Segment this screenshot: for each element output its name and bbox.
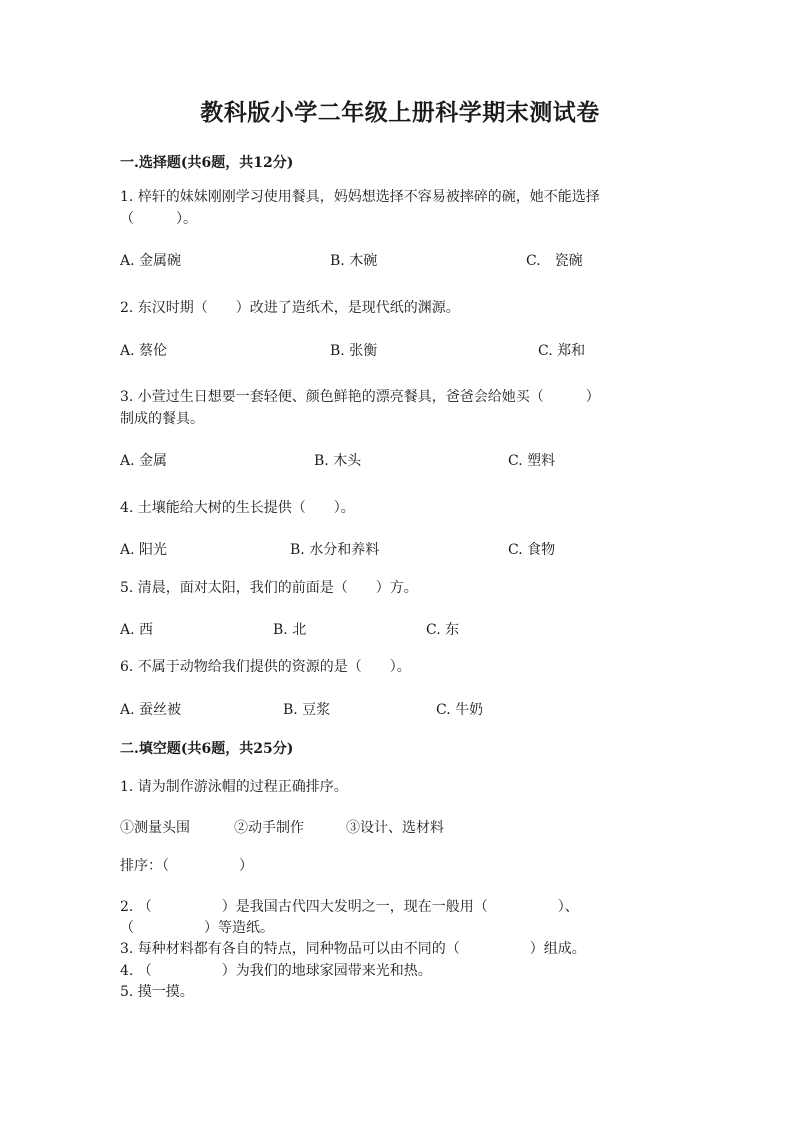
fill-question-3: 3. 每种材料都有各自的特点，同种物品可以由不同的（ ）组成。 [120, 941, 586, 957]
question-5-line-1: 5. 清晨，面对太阳，我们的前面是（ ）方。 [120, 580, 418, 596]
question-3-line-1: 3. 小萱过生日想要一套轻便、颜色鲜艳的漂亮餐具，爸爸会给她买（ ） [120, 389, 600, 405]
question-2-option-b: B. 张衡 [330, 343, 378, 359]
question-2-line-1: 2. 东汉时期（ ）改进了造纸术，是现代纸的渊源。 [120, 300, 460, 316]
question-1-option-b: B. 木碗 [330, 253, 378, 269]
fill-question-4: 4. （ ）为我们的地球家园带来光和热。 [120, 963, 432, 979]
question-1-option-a: A. 金属碗 [120, 253, 182, 269]
question-5-option-a: A. 西 [120, 622, 154, 638]
question-2-option-a: A. 蔡伦 [120, 343, 168, 359]
fill-question-2-line-2: （ ）等造纸。 [120, 920, 274, 936]
question-3-option-a: A. 金属 [120, 453, 168, 469]
question-1-line-2: （ ）。 [120, 211, 197, 227]
question-3-line-2: 制成的餐具。 [120, 411, 204, 427]
fill-question-2-line-1: 2. （ ）是我国古代四大发明之一，现在一般用（ ）、 [120, 899, 579, 915]
question-2-option-c: C. 郑和 [538, 343, 586, 359]
fill-question-1-step-3: ③设计、选材料 [346, 820, 444, 836]
section-heading-fill-in: 二.填空题(共6题，共25分) [120, 741, 294, 757]
question-3-option-b: B. 木头 [314, 453, 362, 469]
page-title: 教科版小学二年级上册科学期末测试卷 [200, 99, 600, 126]
question-6-option-c: C. 牛奶 [436, 702, 484, 718]
question-4-option-c: C. 食物 [508, 542, 556, 558]
fill-question-1-line-1: 1. 请为制作游泳帽的过程正确排序。 [120, 779, 348, 795]
question-5-option-c: C. 东 [426, 622, 460, 638]
fill-question-1-answer: 排序：（ ） [120, 858, 253, 874]
fill-question-1-step-2: ②动手制作 [234, 820, 304, 836]
question-1-option-c: C. 瓷碗 [526, 253, 583, 269]
question-4-option-b: B. 水分和养料 [290, 542, 380, 558]
question-6-line-1: 6. 不属于动物给我们提供的资源的是（ ）。 [120, 659, 411, 675]
question-4-line-1: 4. 土壤能给大树的生长提供（ ）。 [120, 500, 355, 516]
section-heading-choice: 一.选择题(共6题，共12分) [120, 155, 294, 171]
fill-question-1-step-1: ①测量头围 [120, 820, 190, 836]
fill-question-5: 5. 摸一摸。 [120, 984, 194, 1000]
question-1-line-1: 1. 梓轩的妹妹刚刚学习使用餐具，妈妈想选择不容易被摔碎的碗，她不能选择 [120, 189, 600, 205]
question-4-option-a: A. 阳光 [120, 542, 168, 558]
question-5-option-b: B. 北 [273, 622, 307, 638]
question-3-option-c: C. 塑料 [508, 453, 556, 469]
question-6-option-b: B. 豆浆 [283, 702, 331, 718]
question-6-option-a: A. 蚕丝被 [120, 702, 182, 718]
